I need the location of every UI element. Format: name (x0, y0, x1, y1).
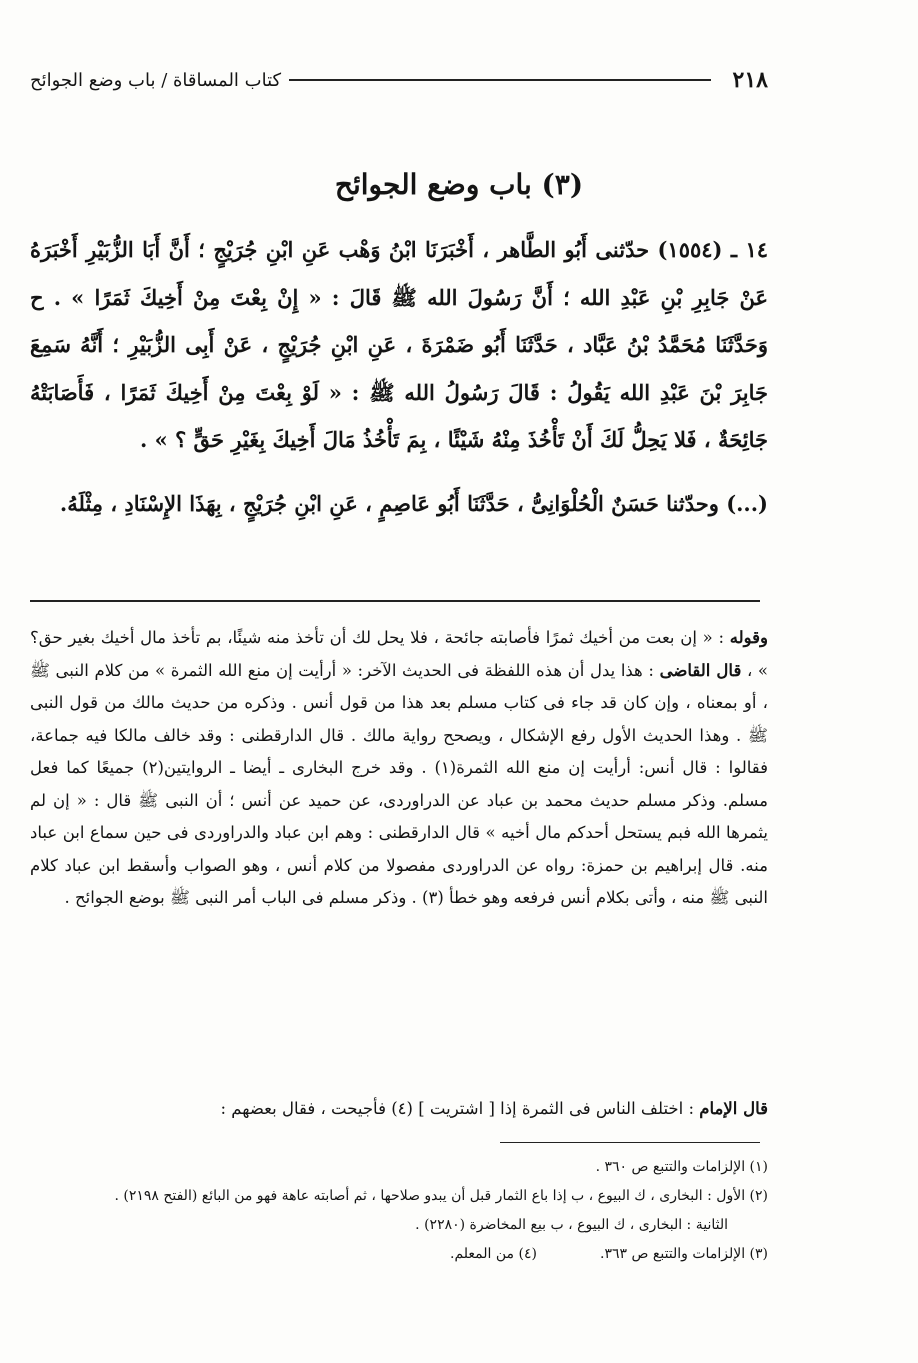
commentary-divider (30, 600, 760, 602)
chain-text: (...) وحدّثنا حَسَنٌ الْحُلْوَانِىُّ ، حَدَّثَنَا أَبُو عَاصِمٍ ، عَنِ ابْنِ جُرَيْجٍ ، بِهَذَا الإِسْنَادِ ، مِثْلَهُ. (59, 491, 768, 516)
commentary-part-1: : « إن بعت من أخيك ثمرًا فأصابته جائحة ، فلا يحل لك أن تأخذ منه شيئًا، بم تأخذ مال أخيك بغير حق؟ » ، (30, 628, 769, 680)
footnote-2: (٢) الأول : البخارى ، ك البيوع ، ب إذا باع الثمار قبل أن يبدو صلاحها ، ثم أصابته عاهة فهو من البائع (الفتح ٢١٩٨) . (114, 1188, 768, 1204)
hadith-text: ١٤ ـ (١٥٥٤) حدّثنى أَبُو الطَّاهر ، أَخْبَرَنَا ابْنُ وَهْب عَنِ ابْنِ جُرَيْجٍ ؛ أَنَّ أَبَا الزُّبَيْرِ أَخْبَرَهُ عَنْ جَابِرِ بْنِ عَبْدِ الله ؛ أَنَّ رَسُولَ الله ﷺ قَالَ : « إِنْ بِعْتَ مِنْ أَخِيكَ ثَمَرًا » . ح وَحَدَّثَنَا مُحَمَّدُ بْنُ عَبَّاد ، حَدَّثَنَا أَبُو ضَمْرَةَ ، عَنِ ابْنِ جُرَيْجٍ ، عَنْ أَبِى الزُّبَيْرِ ؛ أَنَّهُ سَمِعَ جَابِرَ بْنَ عَبْدِ الله يَقُولُ : قَالَ رَسُولُ الله ﷺ : « لَوْ بِعْتَ مِنْ أَخِيكَ ثَمَرًا ، فَأَصَابَتْهُ جَائِحَةٌ ، فَلا يَحِلُّ لَكَ أَنْ تَأْخُذَ مِنْهُ شَيْئًا ، بِمَ تَأْخُذُ مَالَ أَخِيكَ بِغَيْرِ حَقٍّ ؟ » . (30, 237, 768, 452)
commentary-label: وقوله (729, 628, 768, 647)
footnote-2-second: الثانية : البخارى ، ك البيوع ، ب بيع المخاضرة (٢٢٨٠) . (415, 1217, 728, 1233)
running-title: كتاب المساقاة / باب وضع الجوائح (30, 69, 282, 91)
header-rule (289, 79, 710, 81)
footnote-1: (١) الإلزامات والتتبع ص ٣٦٠ . (595, 1159, 768, 1175)
footnote-rule (500, 1142, 760, 1143)
footnotes (30, 1153, 768, 1269)
imam-text (30, 1094, 768, 1124)
commentary-text (30, 622, 768, 915)
footnote-4: (٤) من المعلم. (450, 1246, 537, 1262)
imam-label: قال الإمام (699, 1099, 768, 1118)
imam-body: : اختلف الناس فى الثمرة إذا [ اشتريت ] (٤) فأجيحت ، فقال بعضهم : (220, 1099, 695, 1118)
footnote-3: (٣) الإلزامات والتتبع ص ٣٦٣. (600, 1246, 768, 1262)
chapter-title: (٣) باب وضع الجوائح (334, 168, 584, 201)
qadi-label: قال القاضى (659, 660, 742, 680)
page-number: ٢١٨ (732, 67, 768, 93)
footnote-row-3-4 (30, 1240, 768, 1269)
commentary-part-2: : هذا يدل أن هذه اللفظة فى الحديث الآخر: « أرأيت إن منع الله الثمرة » من كلام النبى ﷺ ، أو بمعناه ، وإن كان قد جاء فى كتاب مسلم بعد هذا من قول أنس . وذكره من حديث مالك من قول النبى ﷺ . وهذا الحديث الأول رفع الإشكال ، ويصحح رواية مالك . قال الدارقطنى : وقد خالف مالكا فيه جماعة، فقالوا : قال أنس: أرأيت إن منع الله الثمرة(١) . وقد خرج البخارى ـ أيضا ـ الروايتين(٢) جميعًا كما فعل مسلم. وذكر مسلم حديث محمد بن عباد عن الدراوردى، عن حميد عن أنس ؛ أن النبى ﷺ قال : « إن لم يثمرها الله فبم يستحل أحدكم مال أخيه » قال الدارقطنى : وهم ابن عباد والدراوردى فى حين سماع ابن عباد منه. قال إبراهيم بن حمزة: رواه عن الدراوردى مفصولا من كلام أنس ، وهو الصواب وأسقط ابن عباد كلام النبى ﷺ منه ، وأتى بكلام أنس فرفعه وهو خطأ (٣) . وذكر مسلم فى الباب أمر النبى ﷺ بوضع الجوائح . (30, 660, 769, 907)
page-header (30, 64, 768, 96)
